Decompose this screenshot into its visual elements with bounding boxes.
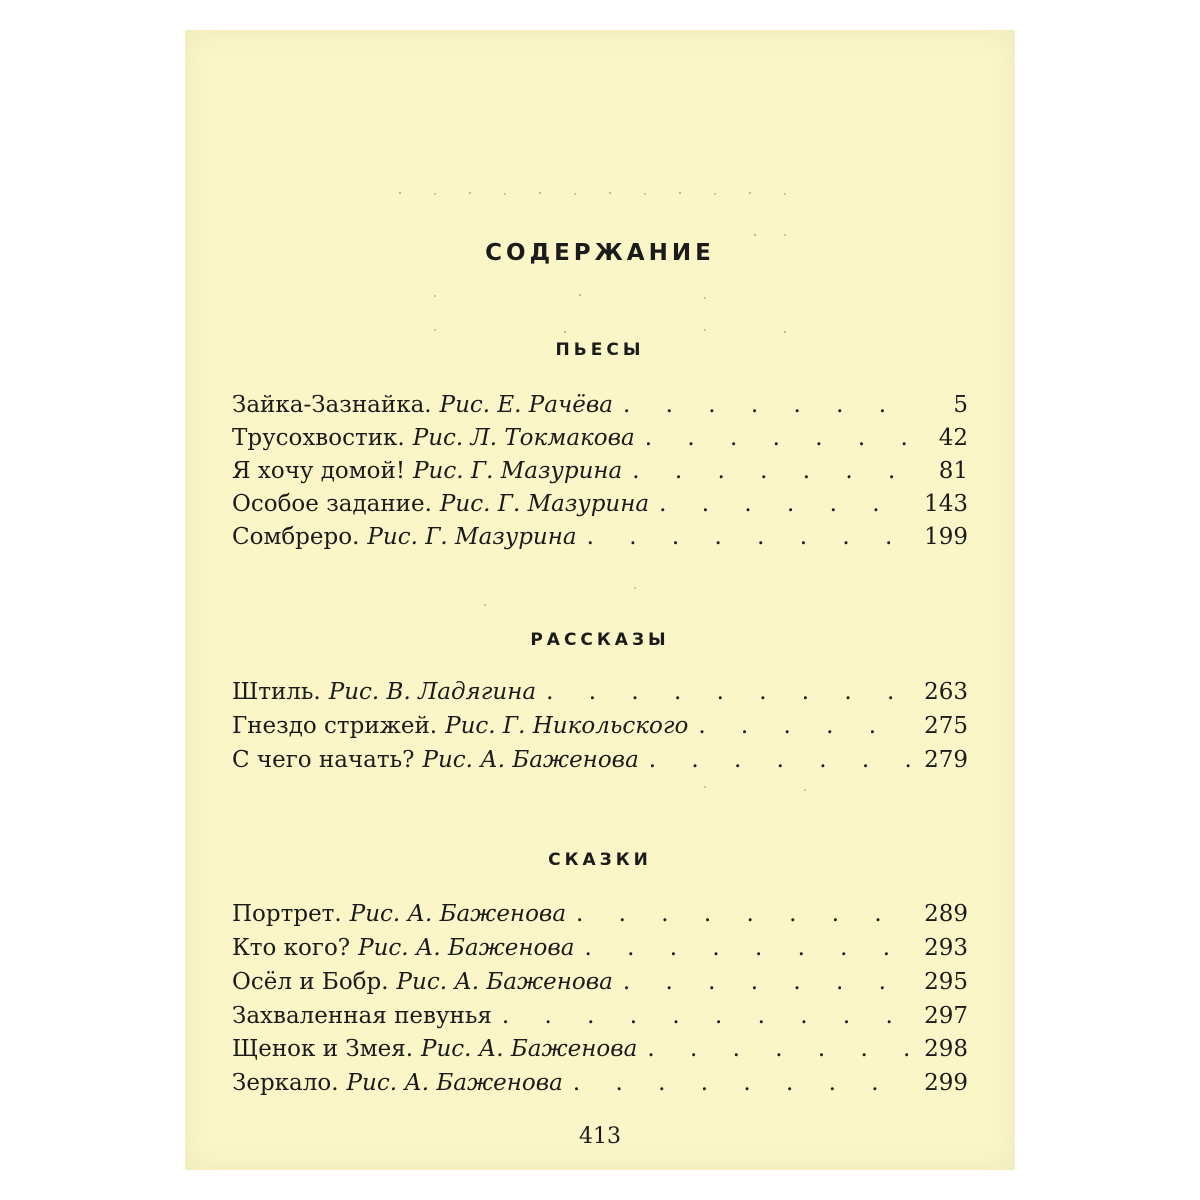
dot-leader <box>649 747 912 773</box>
entry-illustrator: Рис. А. Баженова <box>396 969 613 995</box>
entry-illustrator: Рис. Г. Мазурина <box>413 458 623 484</box>
entry-page: 299 <box>924 1070 968 1096</box>
contents-title: СОДЕРЖАНИЕ <box>485 240 715 266</box>
toc-entry[interactable] <box>232 524 968 556</box>
dot-leader <box>698 713 912 739</box>
section-heading-plays: ПЬЕСЫ <box>555 340 645 360</box>
toc-entry[interactable] <box>232 901 968 933</box>
entry-illustrator: Рис. Г. Мазурина <box>367 524 577 550</box>
toc-entry[interactable] <box>232 1036 968 1068</box>
entry-page: 143 <box>924 491 968 517</box>
entry-title: Осёл и Бобр. <box>232 969 389 995</box>
entry-title: Штиль. <box>232 679 321 705</box>
entry-title: Трусохвостик. <box>232 425 405 451</box>
entry-title: Зеркало. <box>232 1070 339 1096</box>
dot-leader <box>584 935 912 961</box>
dot-leader <box>632 458 912 484</box>
entry-page: 42 <box>938 425 968 451</box>
entry-title: Сомбреро. <box>232 524 360 550</box>
entry-page: 81 <box>938 458 968 484</box>
entry-illustrator: Рис. В. Ладягина <box>328 679 537 705</box>
entry-illustrator: Рис. А. Баженова <box>346 1070 563 1096</box>
dot-leader <box>623 392 912 418</box>
toc-entry[interactable] <box>232 425 968 457</box>
toc-entry[interactable] <box>232 679 968 711</box>
page-number: 413 <box>579 1124 621 1149</box>
entry-title: Кто кого? <box>232 935 351 961</box>
dot-leader <box>587 524 912 550</box>
entry-page: 263 <box>924 679 968 705</box>
entry-title: С чего начать? <box>232 747 415 773</box>
toc-entry[interactable] <box>232 491 968 523</box>
toc-entry[interactable] <box>232 458 968 490</box>
toc-entry[interactable] <box>232 1003 968 1035</box>
entry-page: 295 <box>924 969 968 995</box>
dot-leader <box>573 1070 912 1096</box>
entry-illustrator: Рис. Л. Токмакова <box>412 425 635 451</box>
entry-title: Я хочу домой! <box>232 458 406 484</box>
entry-illustrator: Рис. А. Баженова <box>422 747 639 773</box>
entry-page: 279 <box>924 747 968 773</box>
entry-page: 5 <box>953 392 968 418</box>
entry-illustrator: Рис. А. Баженова <box>358 935 575 961</box>
section-heading-tales: СКАЗКИ <box>548 850 652 870</box>
dot-leader <box>623 969 912 995</box>
entry-page: 289 <box>924 901 968 927</box>
toc-entry[interactable] <box>232 1070 968 1102</box>
dot-leader <box>647 1036 912 1062</box>
entry-page: 298 <box>924 1036 968 1062</box>
entry-title: Зайка-Зазнайка. <box>232 392 432 418</box>
toc-entry[interactable] <box>232 969 968 1001</box>
entry-illustrator: Рис. Е. Рачёва <box>439 392 614 418</box>
entry-illustrator: Рис. А. Баженова <box>349 901 567 927</box>
entry-title: Портрет. <box>232 901 342 927</box>
entry-illustrator: Рис. Г. Никольского <box>445 713 689 739</box>
entry-page: 297 <box>924 1003 968 1029</box>
dot-leader <box>546 679 912 705</box>
toc-entry[interactable] <box>232 747 968 779</box>
section-heading-stories: РАССКАЗЫ <box>530 630 670 650</box>
entry-illustrator: Рис. А. Баженова <box>421 1036 638 1062</box>
toc-entry[interactable] <box>232 935 968 967</box>
dot-leader <box>576 901 912 927</box>
entry-illustrator: Рис. Г. Мазурина <box>439 491 650 517</box>
entry-title: Гнездо стрижей. <box>232 713 438 739</box>
entry-page: 293 <box>924 935 968 961</box>
entry-title: Щенок и Змея. <box>232 1036 414 1062</box>
dot-leader <box>659 491 912 517</box>
dot-leader <box>645 425 912 451</box>
book-page <box>185 30 1015 1170</box>
entry-title: Захваленная певунья <box>232 1003 492 1029</box>
entry-page: 275 <box>924 713 968 739</box>
toc-entry[interactable] <box>232 713 968 745</box>
entry-page: 199 <box>924 524 968 550</box>
toc-entry[interactable] <box>232 392 968 424</box>
dot-leader <box>502 1003 912 1029</box>
entry-title: Особое задание. <box>232 491 432 517</box>
